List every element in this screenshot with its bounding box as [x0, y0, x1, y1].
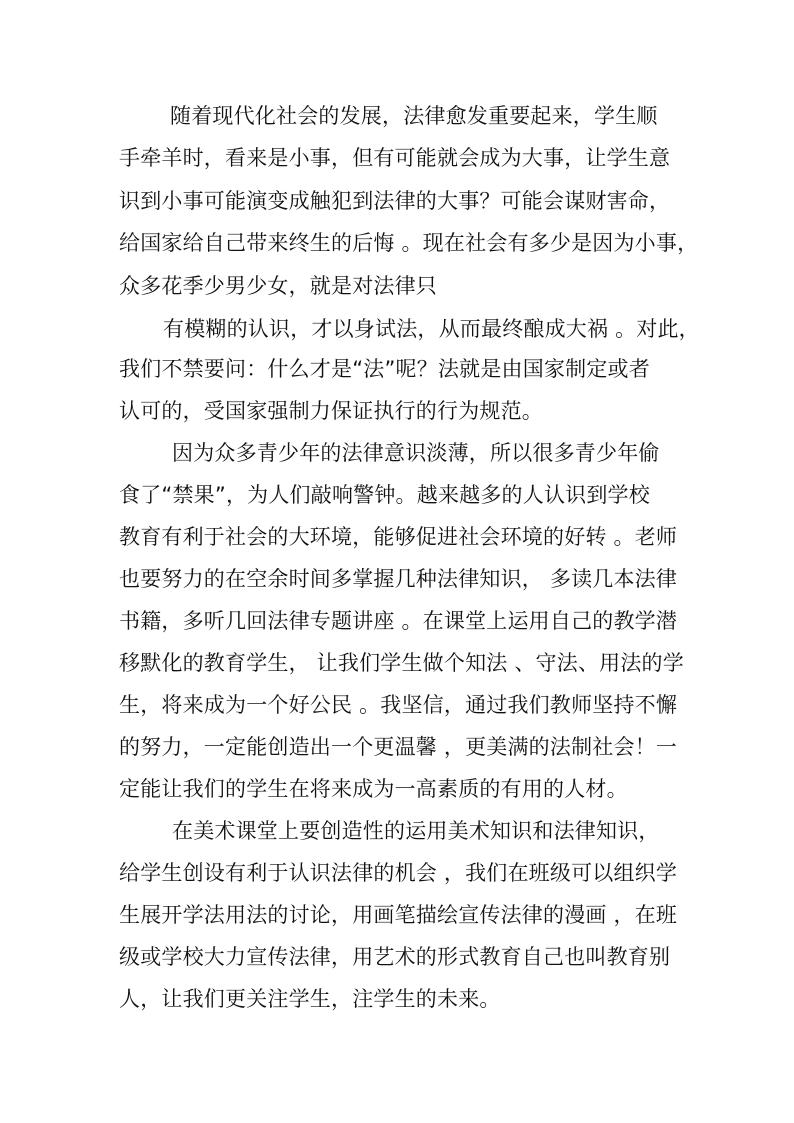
text-line: 的努力，一定能创造出一个更温馨 ，更美满的法制社会！一: [119, 735, 678, 759]
text-line: 手牵羊时，看来是小事，但有可能就会成为大事，让学生意: [119, 146, 671, 170]
text-line: 生展开学法用法的讨论，用画笔描绘宣传法律的漫画 ，在班: [119, 903, 678, 927]
text-line: 因为众多青少年的法律意识淡薄，所以很多青少年偷: [172, 441, 660, 465]
text-line: 定能让我们的学生在将来成为一高素质的有用的人材。: [119, 777, 628, 801]
text-line: 教育有利于社会的大环境，能够促进社会环境的好转 。老师: [119, 525, 678, 549]
text-line: 给国家给自己带来终生的后悔 。现在社会有多少是因为小事，: [119, 231, 699, 255]
text-line: 生，将来成为一个好公民 。我坚信，通过我们教师坚持不懈: [119, 693, 678, 717]
text-line: 人，让我们更关注学生，注学生的未来。: [119, 987, 501, 1011]
text-line: 我们不禁要问：什么才是“法”呢？法就是由国家制定或者: [119, 357, 650, 381]
text-line: 移默化的教育学生， 让我们学生做个知法 、守法、用法的学: [119, 651, 684, 675]
text-line: 识到小事可能演变成触犯到法律的大事？可能会谋财害命，: [119, 189, 671, 213]
text-line: 随着现代化社会的发展，法律愈发重要起来，学生顺: [170, 104, 658, 128]
text-line: 在美术课堂上要创造性的运用美术知识和法律知识，: [172, 819, 660, 843]
text-line: 食了“禁果”，为人们敲响警钟。越来越多的人认识到学校: [119, 483, 650, 507]
text-line: 书籍，多听几回法律专题讲座 。在课堂上运用自己的教学潜: [119, 609, 678, 633]
text-line: 给学生创设有利于认识法律的机会 ，我们在班级可以组织学: [119, 861, 678, 885]
text-line: 也要努力的在空余时间多掌握几种法律知识， 多读几本法律: [119, 567, 678, 591]
text-line: 有模糊的认识，才以身试法，从而最终酿成大祸 。对此，: [163, 317, 700, 341]
text-line: 认可的，受国家强制力保证执行的行为规范。: [119, 399, 543, 423]
text-line: 众多花季少男少女，就是对法律只: [119, 274, 437, 298]
text-line: 级或学校大力宣传法律，用艺术的形式教育自己也叫教育别: [119, 945, 671, 969]
